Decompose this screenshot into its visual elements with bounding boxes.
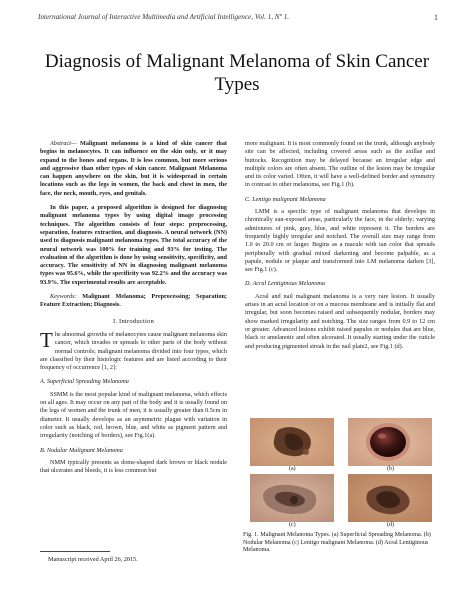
footnote: Manuscript received April 26, 2015. [48, 556, 138, 563]
page-number: 1 [434, 13, 438, 22]
figure-label-d: (d) [387, 522, 394, 528]
subsection-b-continued: more malignant. It is most commonly found on the trunk, although anybody site can be affected, including covered areas such as the axillae and buttocks. Recognition may be delayed because an irregular edge and multiple colors are often absent. The outline of the lesion may be irregular and its color varied. Often, it will have a well-defined border and symmetry in contrast to other melanoma, see Fig.1 (b). [245, 140, 435, 189]
footnote-rule [40, 551, 110, 552]
melanoma-image-d [348, 474, 432, 522]
intro-text: he abnormal growths of melanocytes cause malignant melanoma skin cancer, which invades or spreads to other parts of the body without normal controls; malignant melanoma divided into four types, which are classified by their histologic features and are listed according to their frequency of occurrence [1, 2]: [40, 330, 227, 372]
subsection-c-text: LMM is a specific type of malignant melanoma that develops in chronically sun-exposed areas, particularly the face, in the elderly; varying admixtures of pink, gray, blue, and white represent it. The borders are frequently highly irregular and notched. The overall size may range from 1.0 to 20.0 cm or larger. Begins as a macule with tan color that spreads peripherally with gradual mixed darkening and become palpable, as a papule, nodule or plaque and transformed into LM melanoma darken [3], see Fig.1 (c). [245, 208, 435, 274]
abstract-text: Malignant melanoma is a kind of skin cancer that begins in melanocytes. It can influence on the skin only, or it may expand to the bones and organs. It is less common, but more serious and aggressive than other types of skin cancer. Malignant Melanoma can happen anywhere on the skin, but it is widespread in certain locations such as the legs in women, the back and chest in men, the face, the neck, mouth, eyes, and genitals. [40, 140, 227, 197]
abstract [40, 140, 227, 198]
figure-caption: Fig. 1. Malignant Melanoma Types. (a) Superficial Spreading Melanoma. (b) Nodular Melanoma (c) Lentigo malignant Melanoma. (d) Acral Lentiginous Melanoma. [243, 532, 431, 554]
paper-title: Diagnosis of Malignant Melanoma of Skin Cancer Types [44, 51, 430, 95]
intro-paragraph [40, 327, 227, 372]
keywords [40, 293, 227, 310]
subsection-d-text: Acral and nail malignant melanoma is a very rare lesion. It usually arises in an acral location or on a mucous membrane and is initially flat and irregular, but soon becomes raised and subsequently nodular, borders may show marked irregularity and notching. The size ranges from 0.9 to 12 cm or greater. Advanced lesions exhibit raised papules or nodules that are blue, black or amelanotic and often ulcerated. It usually starting under the cuticle and producing pigmented streak in the nail plate2, see Fig.1 (d). [245, 292, 435, 350]
running-header: International Journal of Interactive Multimedia and Artificial Intelligence, Vol. 1, Nº 1. [38, 13, 290, 21]
keywords-text: Malignant Melanoma; Preprocessing; Separation; Feature Extraction; Diagnosis. [40, 293, 227, 309]
subsection-a-text: SSMM is the most popular kind of malignant melanoma, which effects on all ages. It may occur on any part of the body and it is usually found on the legs of women and the trunk of men, it is usually greater than 0.5cm in diameter. It usually develops as an asymmetric plague with variation in color such as black, red, brown, blue, and white as pigment pattern and irregularity (notching of borders), see Fig.1(a). [40, 390, 227, 440]
section-heading-introduction: I. Introduction [112, 317, 155, 325]
melanoma-image-c [250, 474, 334, 522]
subsection-heading-a: A. Superficial Spreading Melanoma [40, 378, 129, 386]
subsection-heading-c: C. Lentigo malignant Melanoma [245, 195, 326, 203]
figure-label-b: (b) [387, 466, 394, 472]
abstract-paragraph-2: In this paper, a proposed algorithm is designed for diagnosing malignant melanoma types by using digital image processing techniques. The algorithm consists of four steps: preprocessing, separation, features extraction, and diagnosis. A neural network (NN) used to diagnosis malignant melanoma types. The total accuracy of the neural network was 100% for training and 93% for testing. The evaluation of the algorithm is done by using sensitivity, specificity, and accuracy. The sensitivity of NN in diagnosing malignant melanoma types was 95.6%, while the specificity was 92.2% and the accuracy was 93.9%. The experimental results are acceptable. [40, 204, 227, 286]
figure-label-c: (c) [289, 522, 296, 528]
abstract-label: Abstract— [50, 140, 77, 147]
keywords-label: Keywords: [50, 293, 77, 301]
figure-label-a: (a) [289, 466, 296, 472]
figure-1 [248, 418, 436, 528]
right-column [245, 140, 435, 351]
drop-cap: T [40, 327, 53, 352]
melanoma-image-a [250, 418, 334, 466]
subsection-heading-d: D. Acral Lentiginous Melanoma [245, 280, 325, 288]
figure-1-images [248, 418, 436, 528]
subsection-b-text: NMM typically presents as dome-shaped dark brown or black nodule that ulcerates and bleeds, it is less common but [40, 458, 227, 475]
subsection-heading-b: B. Nodular Malignant Melanoma [40, 446, 123, 454]
melanoma-image-b [348, 418, 432, 466]
left-column [40, 140, 227, 475]
